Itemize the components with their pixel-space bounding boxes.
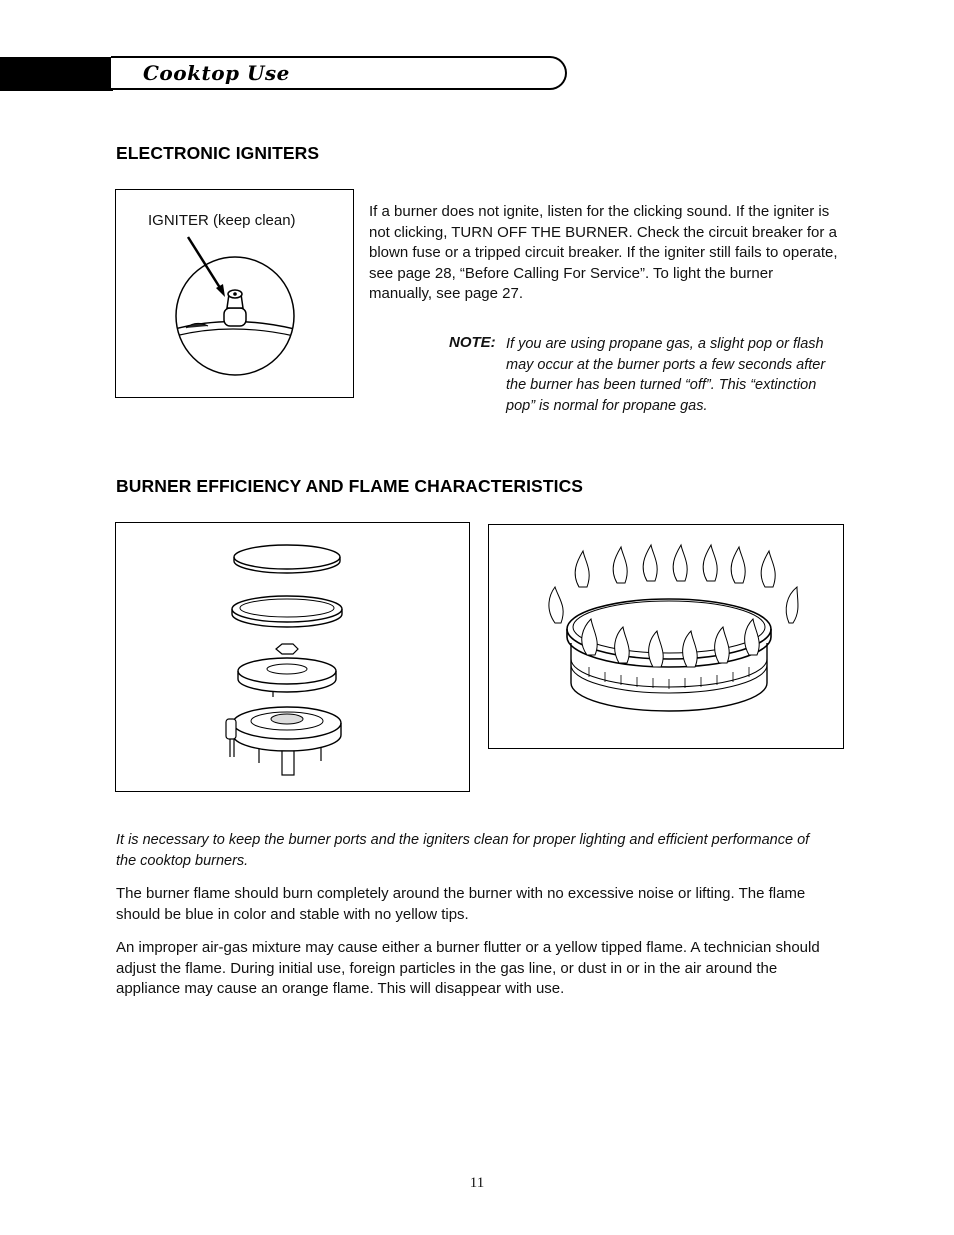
note-label: NOTE: <box>449 334 496 351</box>
header-banner <box>111 56 567 90</box>
burner-flame-illustration <box>489 525 842 747</box>
burner-paragraph-2: An improper air-gas mixture may cause either a burner flutter or a yellow tipped flame. A technician should adjust the flame. During initial use, foreign particles in the gas line, or dust in or in the air around the appliance may cause an orange flame. This will disappear with use. <box>116 939 820 997</box>
header-bar <box>0 57 113 91</box>
burner-paragraph-1: The burner flame should burn completely around the burner with no excessive noise or lifting. The flame should be blue in color and stable with no yellow tips. <box>116 885 806 923</box>
burner-heading: BURNER EFFICIENCY AND FLAME CHARACTERISTICS <box>116 476 584 496</box>
igniter-illustration <box>116 190 352 396</box>
igniters-heading: ELECTRONIC IGNITERS <box>116 143 320 163</box>
burner-italic-paragraph: It is necessary to keep the burner ports and the igniters clean for proper lighting and efficient performance of the cooktop burners. <box>116 832 810 869</box>
igniters-paragraph: If a burner does not ignite, listen for the clicking sound. If the igniter is not clicking, TURN OFF THE BURNER. Check the circuit breaker for a blown fuse or a tripped circuit breaker. If the igniter still fails to operate, see page 28, “Before Calling For Service”. To light the burner manually, see page 27. <box>369 203 838 302</box>
igniter-figure-label: IGNITER (keep clean) <box>148 212 296 229</box>
burner-flame-figure <box>488 524 844 749</box>
note-text: If you are using propane gas, a slight pop or flash may occur at the burner ports a few seconds after the burner has been turned “off”. This “extinction pop” is normal for propane gas. <box>506 336 826 414</box>
burner-exploded-illustration <box>116 523 468 790</box>
burner-exploded-figure <box>115 522 470 792</box>
igniter-figure <box>115 189 354 398</box>
page-number: 11 <box>469 1175 485 1191</box>
page-title: Cooktop Use <box>143 61 290 85</box>
